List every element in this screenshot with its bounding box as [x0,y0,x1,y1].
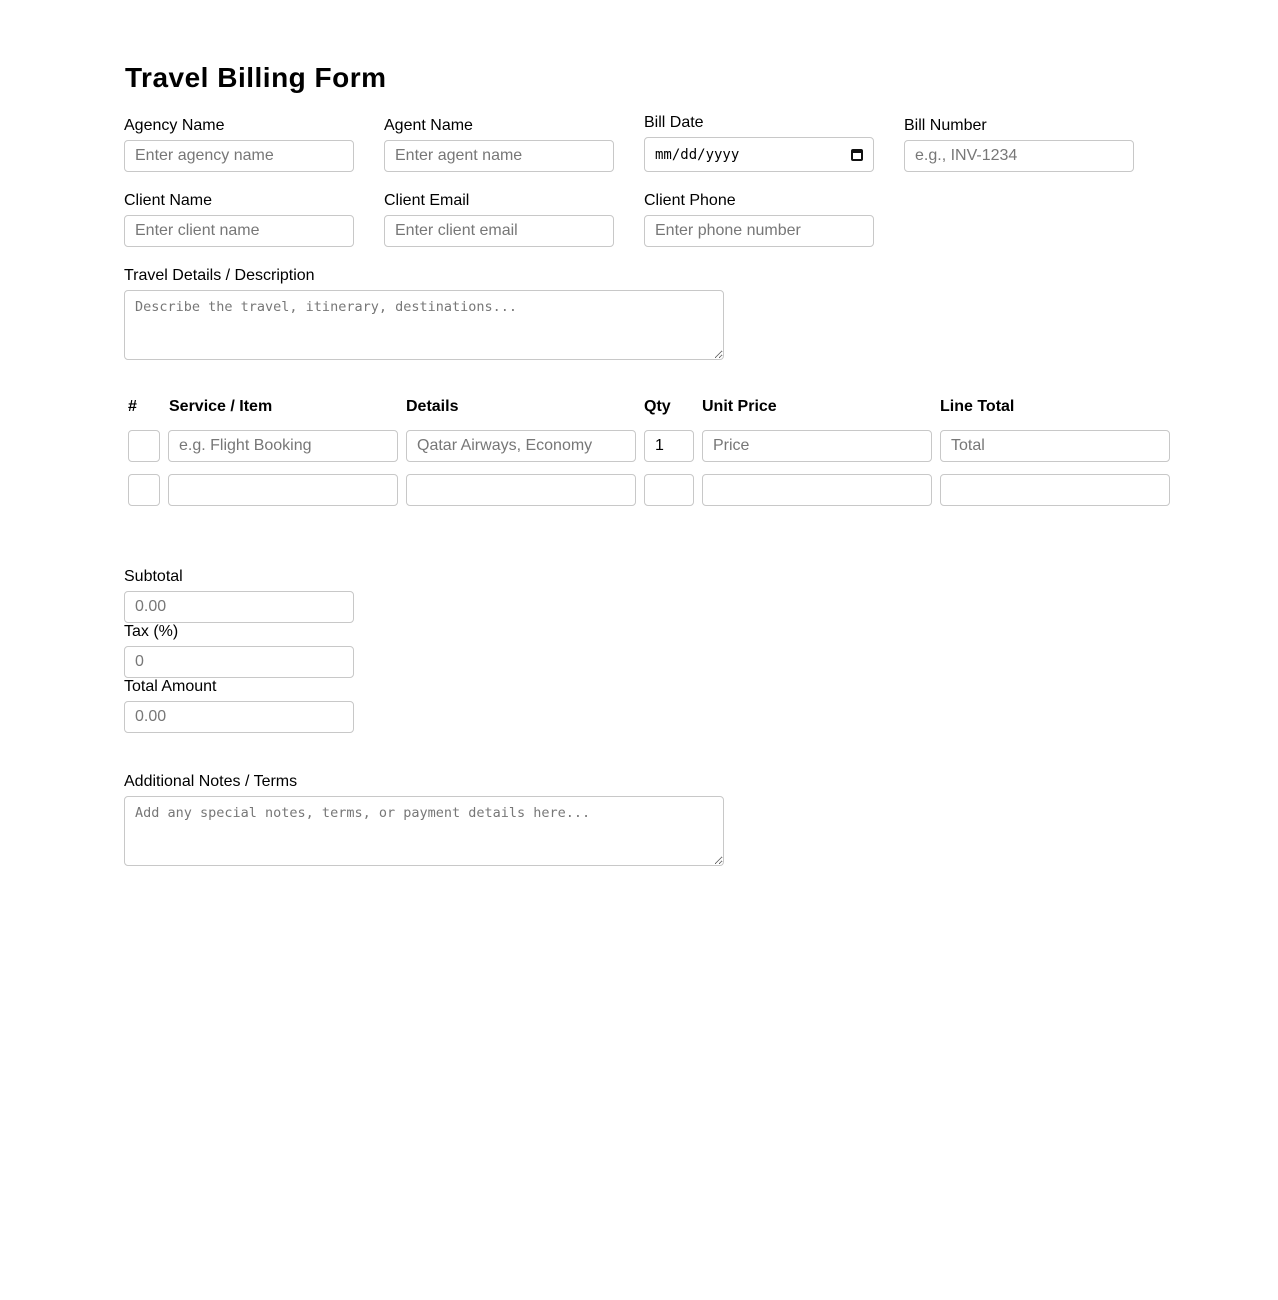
calendar-icon[interactable] [851,149,863,161]
row-1-unit-price-input[interactable] [702,430,932,462]
col-header-service: Service / Item [169,398,273,415]
bill-number-label: Bill Number [904,117,987,134]
notes-label: Additional Notes / Terms [124,773,298,790]
client-email-label: Client Email [384,192,470,209]
travel-details-label: Travel Details / Description [124,267,315,284]
tax-input[interactable] [124,646,354,678]
bill-number-input[interactable] [904,140,1134,172]
client-email-input[interactable] [384,215,614,247]
agency-name-label: Agency Name [124,117,225,134]
row-2-service-input[interactable] [168,474,398,506]
row-2-qty-input[interactable] [644,474,694,506]
bill-date-input[interactable] [644,137,874,172]
row-1-service-input[interactable] [168,430,398,462]
row-1-number-input[interactable] [128,430,160,462]
agent-name-input[interactable] [384,140,614,172]
row-2-details-input[interactable] [406,474,636,506]
row-1-details-input[interactable] [406,430,636,462]
row-1-line-total-input[interactable] [940,430,1170,462]
col-header-qty: Qty [644,398,671,415]
travel-details-textarea[interactable] [124,290,724,360]
row-2-line-total-input[interactable] [940,474,1170,506]
client-phone-input[interactable] [644,215,874,247]
client-name-label: Client Name [124,192,213,209]
total-amount-label: Total Amount [124,678,217,695]
subtotal-label: Subtotal [124,568,183,585]
row-1-qty-input[interactable] [644,430,694,462]
client-phone-label: Client Phone [644,192,736,209]
col-header-details: Details [406,398,459,415]
total-amount-input[interactable] [124,701,354,733]
page-title: Travel Billing Form [125,62,387,93]
col-header-line-total: Line Total [940,398,1015,415]
col-header-number: # [128,398,137,415]
notes-textarea[interactable] [124,796,724,866]
row-2-number-input[interactable] [128,474,160,506]
bill-date-label: Bill Date [644,114,704,131]
col-header-unit-price: Unit Price [702,398,777,415]
row-2-unit-price-input[interactable] [702,474,932,506]
tax-label: Tax (%) [124,623,179,640]
agent-name-label: Agent Name [384,117,473,134]
subtotal-input[interactable] [124,591,354,623]
bill-date-value: mm/dd/yyyy [655,146,740,163]
agency-name-input[interactable] [124,140,354,172]
client-name-input[interactable] [124,215,354,247]
